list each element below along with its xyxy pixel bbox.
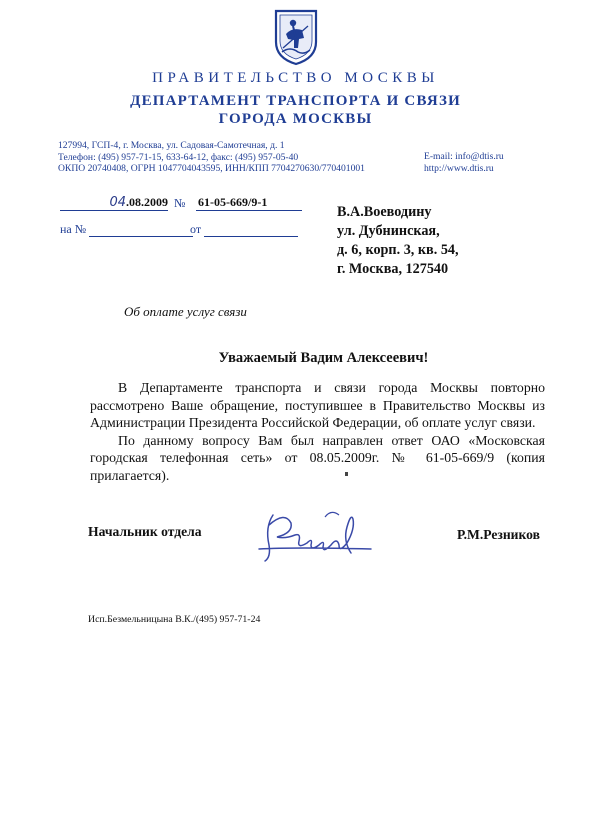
recipient-block xyxy=(337,203,459,279)
handwritten-signature xyxy=(255,505,375,565)
registration-day: 04 xyxy=(109,195,126,210)
reference-date-line xyxy=(190,222,298,237)
letter-subject: Об оплате услуг связи xyxy=(124,304,247,319)
recipient-building: д. 6, корп. 3, кв. 54, xyxy=(337,242,459,258)
contact-address: 127994, ГСП-4, г. Москва, ул. Садовая-Самотечная, д. 1 xyxy=(58,140,285,151)
reference-date-label: от xyxy=(190,222,202,236)
contact-codes: ОКПО 20740408, ОГРН 1047704043595, ИНН/КПП 7704270630/770401001 xyxy=(58,163,365,174)
contact-block xyxy=(58,140,365,175)
registration-day-field xyxy=(60,195,126,211)
executor-line: Исп.Безмельницына В.К./(495) 957-71-24 xyxy=(88,614,261,625)
contact-email: E-mail: info@dtis.ru xyxy=(424,151,504,162)
registration-number: 61-05-669/9-1 xyxy=(196,195,302,211)
body-paragraph-1: В Департаменте транспорта и связи города Москвы повторно рассмотрено Ваше обращение, поступившее в Правительство Москвы из Администрации Президента Российской Федерации, об оплате услуг связи. xyxy=(90,380,545,431)
stray-mark xyxy=(345,472,348,476)
registration-number-field xyxy=(196,195,302,211)
reference-number-field xyxy=(89,223,193,237)
reference-label: на № xyxy=(60,222,87,236)
recipient-city: г. Москва, 127540 xyxy=(337,261,449,277)
registration-date-line xyxy=(60,195,168,211)
contact-online xyxy=(424,151,504,174)
reference-date-field xyxy=(204,223,298,237)
contact-phone: Телефон: (495) 957-71-15, 633-64-12, факс: (495) 957-05-40 xyxy=(58,151,299,163)
body-paragraph-2: По данному вопросу Вам был направлен ответ ОАО «Московская городская телефонная сеть» от 08.05.2009г. № 61-05-669/9 (копия прилагается). xyxy=(90,432,545,483)
department-title-line2: ГОРОДА МОСКВЫ xyxy=(218,111,373,127)
registration-date: .08.2009 xyxy=(126,195,168,209)
registration-number-sign: № xyxy=(174,196,186,210)
contact-website: http://www.dtis.ru xyxy=(424,162,494,174)
moscow-coat-of-arms-icon xyxy=(272,8,320,66)
signatory-position: Начальник отдела xyxy=(88,524,202,539)
recipient-name: В.А.Воеводину xyxy=(337,204,432,220)
department-title-line1: ДЕПАРТАМЕНТ ТРАНСПОРТА И СВЯЗИ xyxy=(130,93,461,109)
reference-line xyxy=(60,222,193,237)
letter-body xyxy=(90,379,545,485)
recipient-street: ул. Дубнинская, xyxy=(337,223,440,239)
greeting: Уважаемый Вадим Алексеевич! xyxy=(218,350,429,366)
government-title: ПРАВИТЕЛЬСТВО МОСКВЫ xyxy=(152,70,439,86)
signatory-name: Р.М.Резников xyxy=(457,527,540,542)
